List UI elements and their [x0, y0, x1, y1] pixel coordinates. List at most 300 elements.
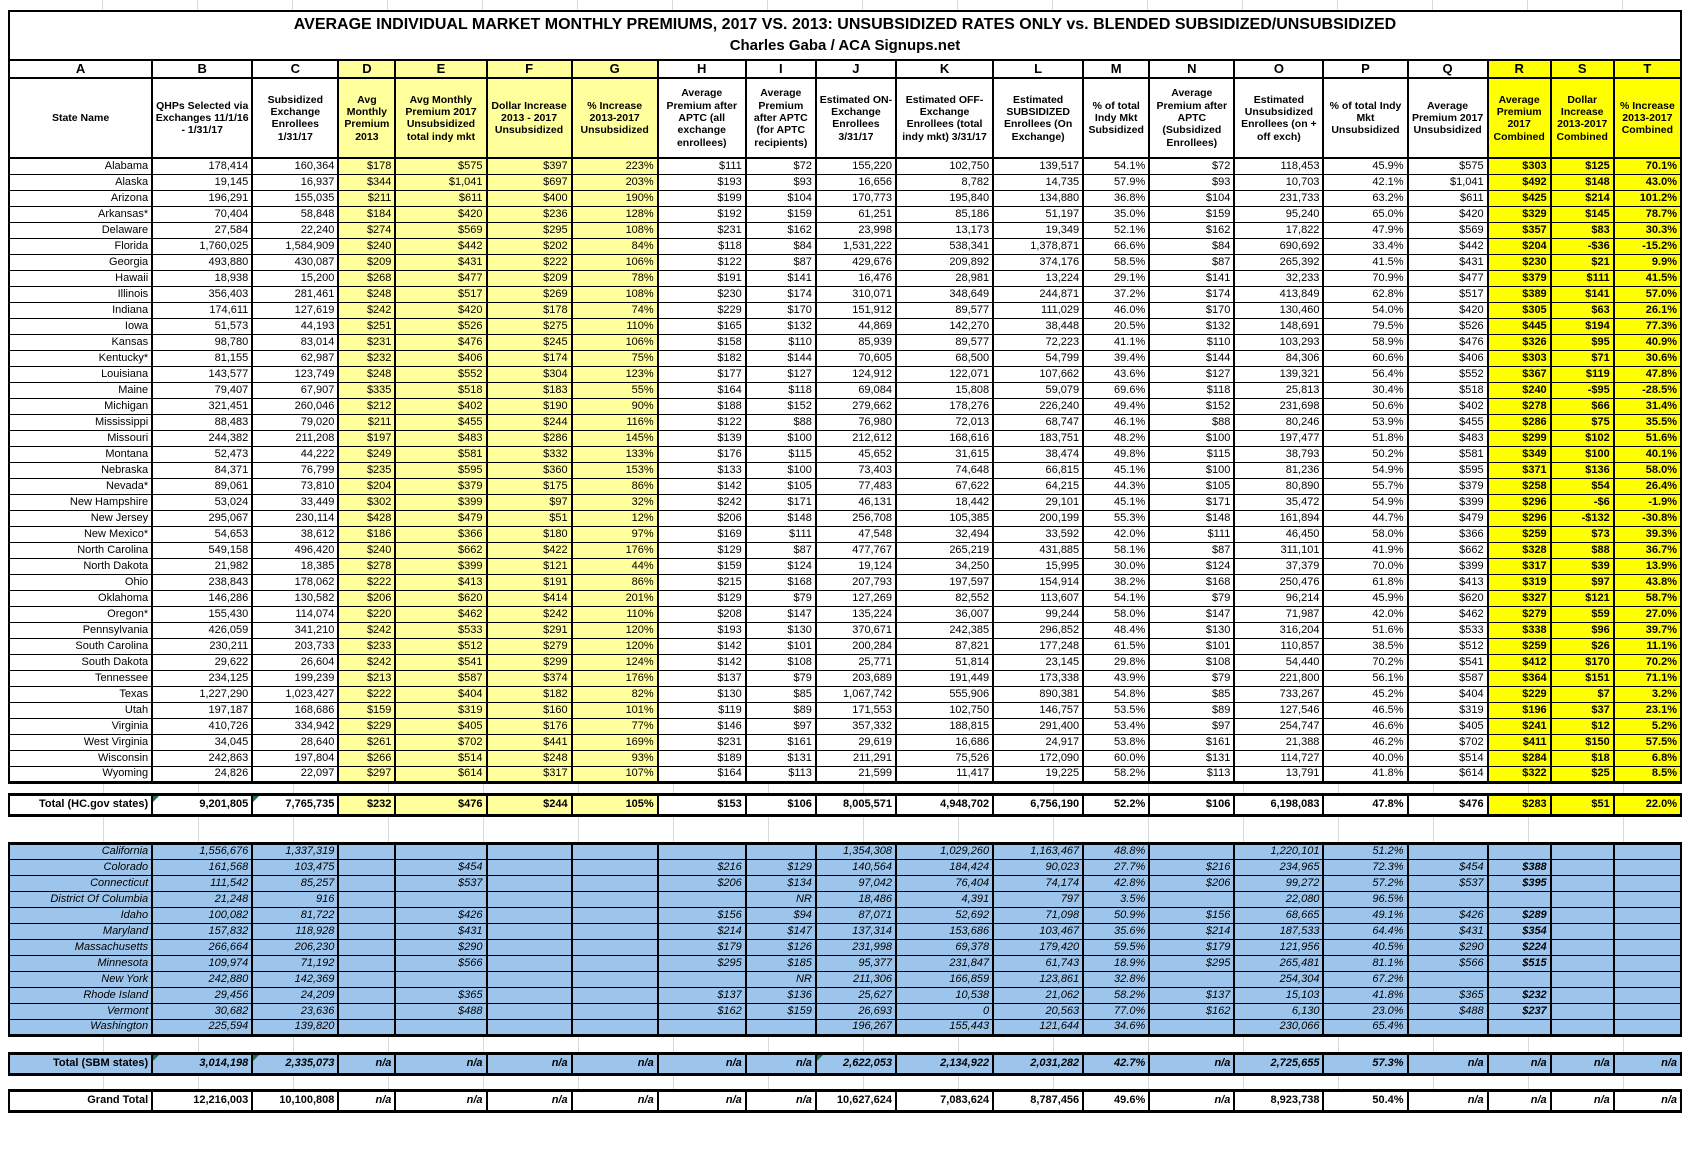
cell-E-pennsylvania[interactable]: $533 — [395, 622, 486, 638]
cell-O-oklahoma[interactable]: 96,214 — [1234, 590, 1323, 606]
cell-F-maine[interactable]: $183 — [487, 382, 572, 398]
cell-S-arizona[interactable]: $214 — [1551, 190, 1614, 206]
cell-R-indiana[interactable]: $305 — [1488, 302, 1551, 318]
cell-H-montana[interactable]: $176 — [658, 446, 746, 462]
cell-M-oklahoma[interactable]: 54.1% — [1083, 590, 1149, 606]
column-letter-A[interactable]: A — [9, 60, 152, 78]
cell-K-illinois[interactable]: 348,649 — [896, 286, 993, 302]
cell-O-indiana[interactable]: 130,460 — [1234, 302, 1323, 318]
cell-Q-florida[interactable]: $442 — [1408, 238, 1488, 254]
cell-I-alaska[interactable]: $93 — [746, 174, 816, 190]
cell-F-rhode-island[interactable] — [487, 987, 572, 1003]
cell-S-nevada[interactable]: $54 — [1551, 478, 1614, 494]
row-label-arizona[interactable]: Arizona — [9, 190, 152, 206]
cell-R-mississippi[interactable]: $286 — [1488, 414, 1551, 430]
cell-N-total-sbm-states[interactable]: n/a — [1149, 1053, 1234, 1074]
cell-I-connecticut[interactable]: $134 — [746, 875, 816, 891]
cell-F-arkansas[interactable]: $236 — [487, 206, 572, 222]
cell-R-illinois[interactable]: $389 — [1488, 286, 1551, 302]
cell-C-louisiana[interactable]: 123,749 — [252, 366, 338, 382]
cell-J-utah[interactable]: 171,553 — [816, 702, 896, 718]
cell-R-massachusetts[interactable]: $224 — [1488, 939, 1551, 955]
cell-L-new-mexico[interactable]: 33,592 — [993, 526, 1083, 542]
cell-J-west-virginia[interactable]: 29,619 — [816, 734, 896, 750]
row-label-south-dakota[interactable]: South Dakota — [9, 654, 152, 670]
cell-J-georgia[interactable]: 429,676 — [816, 254, 896, 270]
cell-C-indiana[interactable]: 127,619 — [252, 302, 338, 318]
row-label-alaska[interactable]: Alaska — [9, 174, 152, 190]
cell-K-mississippi[interactable]: 72,013 — [896, 414, 993, 430]
cell-T-kansas[interactable]: 40.9% — [1614, 334, 1681, 350]
cell-L-idaho[interactable]: 71,098 — [993, 907, 1083, 923]
cell-J-total-hc-gov-states[interactable]: 8,005,571 — [816, 794, 896, 815]
cell-P-georgia[interactable]: 41.5% — [1323, 254, 1407, 270]
cell-L-maine[interactable]: 59,079 — [993, 382, 1083, 398]
cell-S-new-jersey[interactable]: -$132 — [1551, 510, 1614, 526]
cell-H-iowa[interactable]: $165 — [658, 318, 746, 334]
cell-H-connecticut[interactable]: $206 — [658, 875, 746, 891]
cell-P-mississippi[interactable]: 53.9% — [1323, 414, 1407, 430]
cell-Q-kansas[interactable]: $476 — [1408, 334, 1488, 350]
cell-R-ohio[interactable]: $319 — [1488, 574, 1551, 590]
cell-S-louisiana[interactable]: $119 — [1551, 366, 1614, 382]
cell-H-florida[interactable]: $118 — [658, 238, 746, 254]
cell-F-minnesota[interactable] — [487, 955, 572, 971]
cell-L-oklahoma[interactable]: 113,607 — [993, 590, 1083, 606]
row-label-texas[interactable]: Texas — [9, 686, 152, 702]
row-label-oregon[interactable]: Oregon* — [9, 606, 152, 622]
cell-M-ohio[interactable]: 38.2% — [1083, 574, 1149, 590]
cell-Q-district-of-columbia[interactable] — [1408, 891, 1488, 907]
cell-J-rhode-island[interactable]: 25,627 — [816, 987, 896, 1003]
cell-B-north-dakota[interactable]: 21,982 — [152, 558, 252, 574]
cell-N-rhode-island[interactable]: $137 — [1149, 987, 1234, 1003]
cell-J-pennsylvania[interactable]: 370,671 — [816, 622, 896, 638]
cell-H-alabama[interactable]: $111 — [658, 158, 746, 174]
row-label-west-virginia[interactable]: West Virginia — [9, 734, 152, 750]
cell-J-oklahoma[interactable]: 127,269 — [816, 590, 896, 606]
cell-S-illinois[interactable]: $141 — [1551, 286, 1614, 302]
cell-D-georgia[interactable]: $209 — [338, 254, 395, 270]
cell-O-utah[interactable]: 127,546 — [1234, 702, 1323, 718]
cell-N-maryland[interactable]: $214 — [1149, 923, 1234, 939]
cell-E-tennessee[interactable]: $587 — [395, 670, 486, 686]
cell-L-total-sbm-states[interactable]: 2,031,282 — [993, 1053, 1083, 1074]
cell-S-district-of-columbia[interactable] — [1551, 891, 1614, 907]
cell-F-delaware[interactable]: $295 — [487, 222, 572, 238]
cell-M-florida[interactable]: 66.6% — [1083, 238, 1149, 254]
cell-F-virginia[interactable]: $176 — [487, 718, 572, 734]
cell-F-missouri[interactable]: $286 — [487, 430, 572, 446]
cell-Q-south-dakota[interactable]: $541 — [1408, 654, 1488, 670]
cell-L-virginia[interactable]: 291,400 — [993, 718, 1083, 734]
cell-T-grand-total[interactable]: n/a — [1614, 1090, 1681, 1111]
cell-D-west-virginia[interactable]: $261 — [338, 734, 395, 750]
cell-D-montana[interactable]: $249 — [338, 446, 395, 462]
cell-P-tennessee[interactable]: 56.1% — [1323, 670, 1407, 686]
cell-P-texas[interactable]: 45.2% — [1323, 686, 1407, 702]
cell-D-arkansas[interactable]: $184 — [338, 206, 395, 222]
cell-I-florida[interactable]: $84 — [746, 238, 816, 254]
cell-I-utah[interactable]: $89 — [746, 702, 816, 718]
cell-J-wisconsin[interactable]: 211,291 — [816, 750, 896, 766]
cell-N-kansas[interactable]: $110 — [1149, 334, 1234, 350]
cell-P-michigan[interactable]: 50.6% — [1323, 398, 1407, 414]
cell-E-idaho[interactable]: $426 — [395, 907, 486, 923]
cell-D-new-hampshire[interactable]: $302 — [338, 494, 395, 510]
cell-C-total-hc-gov-states[interactable]: 7,765,735 — [252, 794, 338, 815]
cell-E-nevada[interactable]: $379 — [395, 478, 486, 494]
cell-H-west-virginia[interactable]: $231 — [658, 734, 746, 750]
cell-C-michigan[interactable]: 260,046 — [252, 398, 338, 414]
cell-P-missouri[interactable]: 51.8% — [1323, 430, 1407, 446]
cell-F-georgia[interactable]: $222 — [487, 254, 572, 270]
cell-H-pennsylvania[interactable]: $193 — [658, 622, 746, 638]
cell-G-new-hampshire[interactable]: 32% — [572, 494, 658, 510]
cell-C-maine[interactable]: 67,907 — [252, 382, 338, 398]
cell-R-nevada[interactable]: $258 — [1488, 478, 1551, 494]
cell-P-nebraska[interactable]: 54.9% — [1323, 462, 1407, 478]
cell-N-louisiana[interactable]: $127 — [1149, 366, 1234, 382]
cell-M-idaho[interactable]: 50.9% — [1083, 907, 1149, 923]
cell-D-maine[interactable]: $335 — [338, 382, 395, 398]
cell-K-nebraska[interactable]: 74,648 — [896, 462, 993, 478]
cell-L-tennessee[interactable]: 173,338 — [993, 670, 1083, 686]
cell-R-kansas[interactable]: $326 — [1488, 334, 1551, 350]
cell-S-missouri[interactable]: $102 — [1551, 430, 1614, 446]
cell-I-mississippi[interactable]: $88 — [746, 414, 816, 430]
cell-T-utah[interactable]: 23.1% — [1614, 702, 1681, 718]
cell-M-minnesota[interactable]: 18.9% — [1083, 955, 1149, 971]
cell-J-louisiana[interactable]: 124,912 — [816, 366, 896, 382]
cell-K-arkansas[interactable]: 85,186 — [896, 206, 993, 222]
cell-G-idaho[interactable] — [572, 907, 658, 923]
cell-C-virginia[interactable]: 334,942 — [252, 718, 338, 734]
cell-P-total-hc-gov-states[interactable]: 47.8% — [1323, 794, 1407, 815]
cell-C-south-carolina[interactable]: 203,733 — [252, 638, 338, 654]
cell-C-massachusetts[interactable]: 206,230 — [252, 939, 338, 955]
cell-T-pennsylvania[interactable]: 39.7% — [1614, 622, 1681, 638]
cell-M-new-york[interactable]: 32.8% — [1083, 971, 1149, 987]
cell-M-total-sbm-states[interactable]: 42.7% — [1083, 1053, 1149, 1074]
cell-E-new-jersey[interactable]: $479 — [395, 510, 486, 526]
cell-I-wisconsin[interactable]: $131 — [746, 750, 816, 766]
cell-T-georgia[interactable]: 9.9% — [1614, 254, 1681, 270]
cell-S-maine[interactable]: -$95 — [1551, 382, 1614, 398]
cell-R-north-carolina[interactable]: $328 — [1488, 542, 1551, 558]
column-header-O[interactable]: Estimated Unsubsidized Enrollees (on + off exch) — [1234, 78, 1323, 158]
cell-C-north-carolina[interactable]: 496,420 — [252, 542, 338, 558]
cell-B-south-carolina[interactable]: 230,211 — [152, 638, 252, 654]
row-label-maryland[interactable]: Maryland — [9, 923, 152, 939]
cell-Q-virginia[interactable]: $405 — [1408, 718, 1488, 734]
cell-B-tennessee[interactable]: 234,125 — [152, 670, 252, 686]
cell-B-michigan[interactable]: 321,451 — [152, 398, 252, 414]
cell-J-delaware[interactable]: 23,998 — [816, 222, 896, 238]
cell-M-massachusetts[interactable]: 59.5% — [1083, 939, 1149, 955]
cell-D-minnesota[interactable] — [338, 955, 395, 971]
cell-K-missouri[interactable]: 168,616 — [896, 430, 993, 446]
cell-S-minnesota[interactable] — [1551, 955, 1614, 971]
row-label-vermont[interactable]: Vermont — [9, 1003, 152, 1019]
cell-K-south-dakota[interactable]: 51,814 — [896, 654, 993, 670]
cell-S-new-york[interactable] — [1551, 971, 1614, 987]
cell-D-indiana[interactable]: $242 — [338, 302, 395, 318]
cell-F-new-jersey[interactable]: $51 — [487, 510, 572, 526]
cell-M-virginia[interactable]: 53.4% — [1083, 718, 1149, 734]
cell-R-tennessee[interactable]: $364 — [1488, 670, 1551, 686]
cell-P-california[interactable]: 51.2% — [1323, 843, 1407, 859]
cell-L-rhode-island[interactable]: 21,062 — [993, 987, 1083, 1003]
cell-S-new-hampshire[interactable]: -$6 — [1551, 494, 1614, 510]
cell-J-alaska[interactable]: 16,656 — [816, 174, 896, 190]
cell-S-washington[interactable] — [1551, 1019, 1614, 1035]
row-label-louisiana[interactable]: Louisiana — [9, 366, 152, 382]
cell-L-maryland[interactable]: 103,467 — [993, 923, 1083, 939]
cell-T-new-mexico[interactable]: 39.3% — [1614, 526, 1681, 542]
cell-G-rhode-island[interactable] — [572, 987, 658, 1003]
cell-J-ohio[interactable]: 207,793 — [816, 574, 896, 590]
cell-T-rhode-island[interactable] — [1614, 987, 1681, 1003]
cell-F-michigan[interactable]: $190 — [487, 398, 572, 414]
cell-J-south-carolina[interactable]: 200,284 — [816, 638, 896, 654]
cell-N-missouri[interactable]: $100 — [1149, 430, 1234, 446]
cell-J-michigan[interactable]: 279,662 — [816, 398, 896, 414]
cell-O-connecticut[interactable]: 99,272 — [1234, 875, 1323, 891]
cell-D-washington[interactable] — [338, 1019, 395, 1035]
cell-F-washington[interactable] — [487, 1019, 572, 1035]
cell-I-grand-total[interactable]: n/a — [746, 1090, 816, 1111]
cell-L-california[interactable]: 1,163,467 — [993, 843, 1083, 859]
cell-N-wyoming[interactable]: $113 — [1149, 766, 1234, 782]
cell-B-utah[interactable]: 197,187 — [152, 702, 252, 718]
cell-H-colorado[interactable]: $216 — [658, 859, 746, 875]
cell-E-total-hc-gov-states[interactable]: $476 — [395, 794, 486, 815]
cell-D-connecticut[interactable] — [338, 875, 395, 891]
cell-E-vermont[interactable]: $488 — [395, 1003, 486, 1019]
cell-T-south-dakota[interactable]: 70.2% — [1614, 654, 1681, 670]
cell-Q-rhode-island[interactable]: $365 — [1408, 987, 1488, 1003]
cell-G-delaware[interactable]: 108% — [572, 222, 658, 238]
cell-I-virginia[interactable]: $97 — [746, 718, 816, 734]
cell-M-utah[interactable]: 53.5% — [1083, 702, 1149, 718]
cell-R-missouri[interactable]: $299 — [1488, 430, 1551, 446]
cell-O-north-dakota[interactable]: 37,379 — [1234, 558, 1323, 574]
cell-R-virginia[interactable]: $241 — [1488, 718, 1551, 734]
cell-E-florida[interactable]: $442 — [395, 238, 486, 254]
cell-B-grand-total[interactable]: 12,216,003 — [152, 1090, 252, 1111]
cell-S-south-carolina[interactable]: $26 — [1551, 638, 1614, 654]
cell-I-north-dakota[interactable]: $124 — [746, 558, 816, 574]
cell-L-mississippi[interactable]: 68,747 — [993, 414, 1083, 430]
cell-G-minnesota[interactable] — [572, 955, 658, 971]
cell-H-wisconsin[interactable]: $189 — [658, 750, 746, 766]
cell-O-missouri[interactable]: 197,477 — [1234, 430, 1323, 446]
cell-H-indiana[interactable]: $229 — [658, 302, 746, 318]
cell-D-florida[interactable]: $240 — [338, 238, 395, 254]
column-letter-B[interactable]: B — [152, 60, 252, 78]
cell-G-new-jersey[interactable]: 12% — [572, 510, 658, 526]
row-label-grand-total[interactable]: Grand Total — [9, 1090, 152, 1111]
cell-Q-arizona[interactable]: $611 — [1408, 190, 1488, 206]
cell-H-north-dakota[interactable]: $159 — [658, 558, 746, 574]
cell-M-louisiana[interactable]: 43.6% — [1083, 366, 1149, 382]
cell-F-indiana[interactable]: $178 — [487, 302, 572, 318]
cell-C-maryland[interactable]: 118,928 — [252, 923, 338, 939]
cell-B-georgia[interactable]: 493,880 — [152, 254, 252, 270]
cell-K-north-dakota[interactable]: 34,250 — [896, 558, 993, 574]
cell-B-district-of-columbia[interactable]: 21,248 — [152, 891, 252, 907]
column-header-M[interactable]: % of total Indy Mkt Subsidized — [1083, 78, 1149, 158]
cell-Q-south-carolina[interactable]: $512 — [1408, 638, 1488, 654]
cell-D-nebraska[interactable]: $235 — [338, 462, 395, 478]
cell-O-montana[interactable]: 38,793 — [1234, 446, 1323, 462]
cell-C-arkansas[interactable]: 58,848 — [252, 206, 338, 222]
row-label-missouri[interactable]: Missouri — [9, 430, 152, 446]
cell-R-grand-total[interactable]: n/a — [1488, 1090, 1551, 1111]
cell-O-rhode-island[interactable]: 15,103 — [1234, 987, 1323, 1003]
cell-T-maine[interactable]: -28.5% — [1614, 382, 1681, 398]
cell-F-oregon[interactable]: $242 — [487, 606, 572, 622]
cell-G-south-dakota[interactable]: 124% — [572, 654, 658, 670]
cell-K-michigan[interactable]: 178,276 — [896, 398, 993, 414]
cell-T-massachusetts[interactable] — [1614, 939, 1681, 955]
cell-E-georgia[interactable]: $431 — [395, 254, 486, 270]
cell-F-total-sbm-states[interactable]: n/a — [487, 1053, 572, 1074]
cell-B-florida[interactable]: 1,760,025 — [152, 238, 252, 254]
cell-N-nebraska[interactable]: $100 — [1149, 462, 1234, 478]
cell-S-connecticut[interactable] — [1551, 875, 1614, 891]
cell-G-mississippi[interactable]: 116% — [572, 414, 658, 430]
cell-N-arizona[interactable]: $104 — [1149, 190, 1234, 206]
cell-E-alaska[interactable]: $1,041 — [395, 174, 486, 190]
cell-B-alabama[interactable]: 178,414 — [152, 158, 252, 174]
cell-G-georgia[interactable]: 106% — [572, 254, 658, 270]
row-label-ohio[interactable]: Ohio — [9, 574, 152, 590]
cell-S-new-mexico[interactable]: $73 — [1551, 526, 1614, 542]
cell-G-colorado[interactable] — [572, 859, 658, 875]
cell-P-new-hampshire[interactable]: 54.9% — [1323, 494, 1407, 510]
cell-P-rhode-island[interactable]: 41.8% — [1323, 987, 1407, 1003]
cell-N-grand-total[interactable]: n/a — [1149, 1090, 1234, 1111]
row-label-florida[interactable]: Florida — [9, 238, 152, 254]
cell-Q-hawaii[interactable]: $477 — [1408, 270, 1488, 286]
cell-F-south-dakota[interactable]: $299 — [487, 654, 572, 670]
cell-B-wisconsin[interactable]: 242,863 — [152, 750, 252, 766]
cell-O-district-of-columbia[interactable]: 22,080 — [1234, 891, 1323, 907]
cell-C-florida[interactable]: 1,584,909 — [252, 238, 338, 254]
cell-F-total-hc-gov-states[interactable]: $244 — [487, 794, 572, 815]
column-header-J[interactable]: Estimated ON-Exchange Enrollees 3/31/17 — [816, 78, 896, 158]
cell-T-total-hc-gov-states[interactable]: 22.0% — [1614, 794, 1681, 815]
cell-E-south-carolina[interactable]: $512 — [395, 638, 486, 654]
cell-D-texas[interactable]: $222 — [338, 686, 395, 702]
cell-S-oklahoma[interactable]: $121 — [1551, 590, 1614, 606]
cell-R-utah[interactable]: $196 — [1488, 702, 1551, 718]
cell-D-north-carolina[interactable]: $240 — [338, 542, 395, 558]
cell-P-maine[interactable]: 30.4% — [1323, 382, 1407, 398]
cell-Q-texas[interactable]: $404 — [1408, 686, 1488, 702]
cell-R-south-carolina[interactable]: $259 — [1488, 638, 1551, 654]
cell-I-maine[interactable]: $118 — [746, 382, 816, 398]
row-label-wisconsin[interactable]: Wisconsin — [9, 750, 152, 766]
cell-I-kansas[interactable]: $110 — [746, 334, 816, 350]
cell-D-total-sbm-states[interactable]: n/a — [338, 1053, 395, 1074]
cell-H-illinois[interactable]: $230 — [658, 286, 746, 302]
cell-C-grand-total[interactable]: 10,100,808 — [252, 1090, 338, 1111]
cell-G-nevada[interactable]: 86% — [572, 478, 658, 494]
cell-B-minnesota[interactable]: 109,974 — [152, 955, 252, 971]
cell-O-oregon[interactable]: 71,987 — [1234, 606, 1323, 622]
cell-N-connecticut[interactable]: $206 — [1149, 875, 1234, 891]
cell-H-south-carolina[interactable]: $142 — [658, 638, 746, 654]
cell-I-nebraska[interactable]: $100 — [746, 462, 816, 478]
cell-O-texas[interactable]: 733,267 — [1234, 686, 1323, 702]
cell-C-new-mexico[interactable]: 38,612 — [252, 526, 338, 542]
cell-F-nebraska[interactable]: $360 — [487, 462, 572, 478]
cell-K-pennsylvania[interactable]: 242,385 — [896, 622, 993, 638]
cell-G-maine[interactable]: 55% — [572, 382, 658, 398]
cell-O-california[interactable]: 1,220,101 — [1234, 843, 1323, 859]
cell-K-kentucky[interactable]: 68,500 — [896, 350, 993, 366]
cell-E-massachusetts[interactable]: $290 — [395, 939, 486, 955]
cell-I-georgia[interactable]: $87 — [746, 254, 816, 270]
cell-S-hawaii[interactable]: $111 — [1551, 270, 1614, 286]
cell-J-washington[interactable]: 196,267 — [816, 1019, 896, 1035]
cell-E-kansas[interactable]: $476 — [395, 334, 486, 350]
cell-P-west-virginia[interactable]: 46.2% — [1323, 734, 1407, 750]
cell-P-arkansas[interactable]: 65.0% — [1323, 206, 1407, 222]
cell-K-district-of-columbia[interactable]: 4,391 — [896, 891, 993, 907]
cell-E-wyoming[interactable]: $614 — [395, 766, 486, 782]
cell-M-washington[interactable]: 34.6% — [1083, 1019, 1149, 1035]
cell-H-washington[interactable] — [658, 1019, 746, 1035]
cell-B-oregon[interactable]: 155,430 — [152, 606, 252, 622]
cell-S-mississippi[interactable]: $75 — [1551, 414, 1614, 430]
cell-R-arizona[interactable]: $425 — [1488, 190, 1551, 206]
cell-K-nevada[interactable]: 67,622 — [896, 478, 993, 494]
cell-S-wisconsin[interactable]: $18 — [1551, 750, 1614, 766]
cell-M-pennsylvania[interactable]: 48.4% — [1083, 622, 1149, 638]
cell-D-wyoming[interactable]: $297 — [338, 766, 395, 782]
cell-J-new-hampshire[interactable]: 46,131 — [816, 494, 896, 510]
cell-C-missouri[interactable]: 211,208 — [252, 430, 338, 446]
cell-B-washington[interactable]: 225,594 — [152, 1019, 252, 1035]
cell-C-pennsylvania[interactable]: 341,210 — [252, 622, 338, 638]
cell-Q-new-mexico[interactable]: $366 — [1408, 526, 1488, 542]
cell-S-michigan[interactable]: $66 — [1551, 398, 1614, 414]
cell-O-illinois[interactable]: 413,849 — [1234, 286, 1323, 302]
cell-F-iowa[interactable]: $275 — [487, 318, 572, 334]
cell-M-south-carolina[interactable]: 61.5% — [1083, 638, 1149, 654]
cell-N-alaska[interactable]: $93 — [1149, 174, 1234, 190]
cell-J-massachusetts[interactable]: 231,998 — [816, 939, 896, 955]
cell-C-hawaii[interactable]: 15,200 — [252, 270, 338, 286]
cell-T-kentucky[interactable]: 30.6% — [1614, 350, 1681, 366]
cell-I-california[interactable] — [746, 843, 816, 859]
cell-G-maryland[interactable] — [572, 923, 658, 939]
cell-E-arizona[interactable]: $611 — [395, 190, 486, 206]
cell-J-nebraska[interactable]: 73,403 — [816, 462, 896, 478]
cell-K-florida[interactable]: 538,341 — [896, 238, 993, 254]
column-header-N[interactable]: Average Premium after APTC (Subsidized Enrollees) — [1149, 78, 1234, 158]
cell-I-oregon[interactable]: $147 — [746, 606, 816, 622]
cell-E-montana[interactable]: $581 — [395, 446, 486, 462]
cell-B-north-carolina[interactable]: 549,158 — [152, 542, 252, 558]
cell-P-idaho[interactable]: 49.1% — [1323, 907, 1407, 923]
cell-L-north-dakota[interactable]: 15,995 — [993, 558, 1083, 574]
cell-Q-wyoming[interactable]: $614 — [1408, 766, 1488, 782]
